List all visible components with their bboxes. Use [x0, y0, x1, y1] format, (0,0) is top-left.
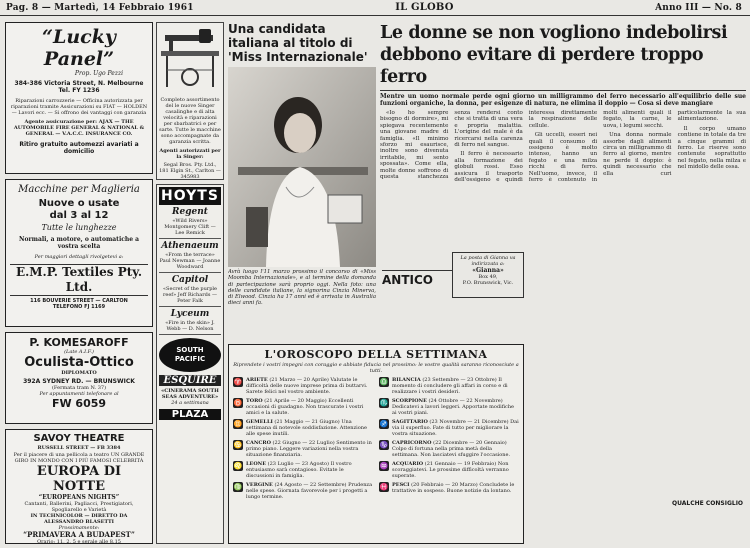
- lucky-panel-address: 384-386 Victoria Street, N. Melbourne: [14, 80, 144, 87]
- zodiac-forecast: Concludete le trattative in sospeso. Buone notizie da lontano.: [392, 482, 515, 494]
- horoscope-col-left: [233, 377, 373, 503]
- cinema-name: Athenaeum: [161, 241, 219, 251]
- miss-article: [228, 22, 376, 340]
- sewing-machine-image: [159, 25, 223, 91]
- esquire-logo: ESQUIRE: [159, 375, 221, 386]
- ferro-pull-quote: [382, 270, 452, 288]
- zodiac-icon: ♉: [233, 399, 243, 407]
- hoyts-ad: [156, 184, 224, 544]
- hoyts-cinema-item: [159, 207, 221, 239]
- zodiac-icon: ♌: [233, 462, 243, 470]
- cinema-name: Capitol: [171, 275, 209, 285]
- zodiac-text: [392, 377, 519, 395]
- cinema-film: «From the terrace» Paul Newman — Joanne Woodward: [159, 252, 221, 270]
- ferro-lead: Mentre un uomo normale perde ogni giorno un milligrammo del ferro necessario all'equilibrio delle sue funzioni organiche, la donna, per esigenze di natura, ne elimina il doppio — Cosa si deve mangiare: [380, 90, 746, 107]
- cinema-name: Lyceum: [170, 309, 210, 319]
- zodiac-forecast: Una settimana di notevole soddisfazione. Attenzione alle spese inutili.: [246, 419, 367, 437]
- emp-line4: Normali, a motore, o automatiche a vostra scelta: [18, 236, 140, 250]
- zodiac-entry: [233, 419, 373, 437]
- zodiac-dates: (24 Agosto — 22 Settembre): [274, 482, 347, 488]
- zodiac-name: LEONE: [246, 461, 267, 467]
- komesaroff-ad: [5, 332, 153, 424]
- zodiac-entry: [233, 482, 373, 500]
- hoyts-cinema-item: [159, 309, 221, 335]
- zodiac-name: CAPRICORNO: [392, 440, 432, 446]
- pull-quote-text: ANTICO: [382, 270, 452, 288]
- komesaroff-sub: (Late A.I.F.): [64, 349, 94, 355]
- zodiac-text: [246, 440, 373, 458]
- zodiac-text: [246, 461, 373, 479]
- singer-ad: [156, 22, 224, 180]
- zodiac-icon: ♏: [379, 399, 389, 407]
- savoy-cast: Cantanti, Ballerini, Pagliacci, Prestigiatori, Spogliarello e Varietà: [24, 501, 134, 513]
- zodiac-entry: [233, 440, 373, 458]
- page-header: [0, 0, 750, 16]
- zodiac-name: PESCI: [392, 482, 410, 488]
- page-date: Pag. 8 — Martedì, 14 Febbraio 1961: [6, 2, 194, 13]
- zodiac-text: [392, 398, 519, 416]
- zodiac-text: [392, 482, 519, 494]
- emp-heading: Macchine per Maglieria: [18, 184, 140, 195]
- komesaroff-phone: FW 6059: [51, 397, 107, 410]
- miss-caption: Avrà luogo l'11 marzo prossimo il concorso di «Miss Moomba Internazionale», e al termine della domanda di partecipazione sarà proprio oggi. Nella foto: una delle candidate italiane, la signorina Cinzia Minerva, di Elwood. Cinzia ha 17 anni ed è arrivata in Australia dieci anni fa.: [228, 269, 376, 307]
- candidate-photo: [228, 67, 376, 267]
- emp-line5: Per maggiori dettagli rivolgetevi a:: [34, 254, 124, 260]
- cinema-name: Regent: [172, 207, 208, 217]
- emp-textiles-ad: [5, 179, 153, 327]
- lucky-panel-name: “Lucky Panel”: [42, 26, 116, 70]
- zodiac-entry: [379, 461, 519, 479]
- savoy-extra: IN TECHNICOLOR — DIRETTO DA ALESSANDRO BLASETTI: [30, 513, 128, 525]
- ferro-paragraph: Gli uccelli, esseri nei quali il consumo di ossigeno è molto intenso, hanno un fegato e una milza ricchi di ferro. Nell'uomo, invece, il ferro è contenuto in molti alimenti quali il fegato, la carne, le uova, i legumi secchi.: [528, 110, 672, 184]
- zodiac-text: [246, 377, 373, 395]
- zodiac-name: GEMELLI: [246, 419, 273, 425]
- savoy-film-subtitle: “EUROPEANS NIGHTS”: [38, 494, 120, 501]
- zodiac-dates: (22 Giugno — 22 Luglio): [272, 440, 335, 446]
- lucky-panel-agents: Agente assicurazione per: AJAX — THE AUTOMOBILE FIRE GENERAL & NATIONAL & GENERAL — V.A.C.C. INSURANCE CO.: [13, 119, 145, 137]
- ferro-headline: Le donne se non vogliono indebolirsi debbono evitare di perdere troppo ferro: [380, 23, 728, 87]
- singer-addr1: Segal Bros. Pty. Ltd., 181 Elgin St., Carlton — 345983: [159, 162, 221, 180]
- zodiac-name: SAGITTARIO: [392, 419, 428, 425]
- savoy-film-title: EUROPA DI NOTTE: [36, 464, 122, 494]
- komesaroff-near: (Fermata tram N. 37): [51, 385, 107, 391]
- zodiac-entry: [379, 482, 519, 494]
- zodiac-dates: (23 Settembre — 23 Ottobre): [422, 377, 497, 383]
- zodiac-icon: ♋: [233, 441, 243, 449]
- komesaroff-diploma: DIPLOMATO: [61, 370, 97, 376]
- gianna-line3: Box 49,: [478, 274, 498, 280]
- zodiac-icon: ♑: [379, 441, 389, 449]
- horoscope-box: [228, 344, 524, 544]
- zodiac-entry: [379, 419, 519, 437]
- zodiac-icon: ♍: [233, 483, 243, 491]
- zodiac-forecast: Sentimento in primo piano. Leggere variazioni nella vostra situazione finanziaria.: [246, 440, 372, 458]
- zodiac-entry: [233, 398, 373, 416]
- zodiac-text: [246, 419, 373, 437]
- ferro-subhead-text: QUALCHE CONSIGLIO: [672, 500, 744, 507]
- emp-line2: dal 3 al 12: [49, 210, 109, 221]
- zodiac-dates: (21 Gennaio — 19 Febbraio): [424, 461, 497, 467]
- zodiac-forecast: Il vostro entusiasmo sarà contagioso. Evitate le discussioni in famiglia.: [246, 461, 352, 479]
- zodiac-name: BILANCIA: [392, 377, 421, 383]
- hoyts-cinema-item: [159, 241, 221, 273]
- zodiac-name: ARIETE: [246, 377, 268, 383]
- emp-line3: Tutte le lunghezze: [41, 223, 117, 232]
- zodiac-icon: ♎: [379, 378, 389, 386]
- gianna-line2: «Gianna»: [472, 267, 504, 274]
- cinema-film: «Fire in the skin» J. Webb — D. Nelson: [165, 320, 215, 332]
- savoy-times: Orario: 11, 2, 5 e serale alle 8.15: [37, 539, 121, 544]
- cinema-film: «Wild Rivers» Montgomery Clift — Lee Remick: [164, 218, 216, 236]
- horoscope-col-right: [379, 377, 519, 503]
- lucky-panel-ad: [5, 22, 153, 174]
- zodiac-entry: [379, 377, 519, 395]
- newspaper-title: IL GLOBO: [395, 2, 454, 13]
- savoy-theatre-ad: [5, 429, 153, 544]
- savoy-note: Per il piacere di una pellicola a teatro UN GRANDE GIRO IN MONDO CON I PIÙ FAMOSI CELEBRITÀ: [13, 452, 145, 464]
- ferro-paragraph: Il corpo umano contiene in totale da tre a cinque grammi di ferro. Le riserve sono contenute soprattutto nel fegato, nella milza e nel midollo delle ossa.: [677, 125, 746, 171]
- lucky-panel-body: Riparazioni carrozzerie — Officina autorizzata per riparazioni tramite Assicurazioni su FIAT — HOLDEN — Lavori ecc. — Si offrono dei vantaggi con garanzia: [10, 98, 148, 116]
- zodiac-icon: ♐: [379, 420, 389, 428]
- zodiac-forecast: Dai via il superfluo. Fate di tutto per migliorare la vostra situazione.: [392, 419, 519, 437]
- emp-address: 116 BOUVERIE STREET — CARLTON: [30, 298, 128, 304]
- gianna-mini-ad: [452, 252, 524, 298]
- zodiac-entry: [233, 461, 373, 479]
- zodiac-text: [392, 461, 519, 479]
- emp-line1: Nuove o usate: [38, 198, 120, 209]
- lucky-panel-owner: Prop. Ugo Pezzi: [74, 70, 124, 77]
- zodiac-icon: ♓: [379, 483, 389, 491]
- zodiac-icon: ♊: [233, 420, 243, 428]
- zodiac-name: CANCRO: [246, 440, 271, 446]
- ferro-paragraph: Una donna normale assorbe dagli alimenti circa un milligrammo di ferro al giorno, mentre ne perde il doppio: è quindi necessario che ella curi particolarmente la sua alimentazione.: [603, 110, 746, 177]
- komesaroff-street: 392A SYDNEY RD. — BRUNSWICK: [23, 378, 135, 385]
- south-pacific-banner: SOUTH PACIFIC: [159, 338, 221, 372]
- zodiac-name: ACQUARIO: [392, 461, 424, 467]
- zodiac-text: [392, 419, 519, 437]
- zodiac-dates: (22 Dicembre — 20 Gennaio): [433, 440, 507, 446]
- gianna-line1: La posta di Gianna va indirizzata a:: [460, 255, 516, 267]
- savoy-next-film: “PRIMAVERA A BUDAPEST”: [23, 530, 135, 539]
- zodiac-dates: (20 Febbraio — 20 Marzo): [411, 482, 478, 488]
- cinema-film: «Secret of the purple reef» Jeff Richards — Peter Falk: [162, 286, 218, 304]
- issue-number: Anno III — No. 8: [655, 2, 742, 13]
- horoscope-columns: [233, 377, 519, 503]
- zodiac-dates: (21 Aprile — 20 Maggio): [264, 398, 327, 404]
- zodiac-entry: [379, 398, 519, 416]
- ferro-subhead: [672, 500, 744, 510]
- horoscope-title: L'OROSCOPO DELLA SETTIMANA: [264, 348, 488, 361]
- zodiac-text: [392, 440, 519, 458]
- emp-company: E.M.P. Textiles Pty. Ltd.: [10, 264, 148, 296]
- zodiac-forecast: Valutate le difficoltà delle nuove imprese prima di buttarvi. Sarete felici nel vostro ambiente.: [246, 377, 368, 395]
- zodiac-icon: ♒: [379, 462, 389, 470]
- esquire-film: «CINERAMA SOUTH SEAS ADVENTURE»: [161, 388, 219, 400]
- zodiac-forecast: Non scoraggiatevi. Le prossime difficoltà verranno superate.: [392, 461, 509, 479]
- savoy-address: RUSSELL STREET — FB 3384: [37, 445, 121, 451]
- zodiac-dates: (21 Marzo — 20 Aprile): [269, 377, 329, 383]
- zodiac-dates: (23 Novembre — 21 Dicembre): [429, 419, 509, 425]
- zodiac-icon: ♈: [233, 378, 243, 386]
- singer-title: Completo assortimento del le nuove Singer casalinghe e di alta velocità e riparazioni per sbarbatrici e per sarte. Tutte le macchine sono accompagnate da garanzia scritta.: [159, 97, 221, 145]
- zodiac-forecast: Colpo di fortuna nella prima metà della settimana. Non lasciatevi sfuggire l'occasione.: [392, 446, 511, 458]
- miss-headline: Una candidata italiana al titolo di 'Miss Internazionale': [228, 22, 368, 64]
- zodiac-name: VERGINE: [246, 482, 273, 488]
- zodiac-entry: [379, 440, 519, 458]
- hoyts-logo: HOYTS: [159, 187, 221, 205]
- komesaroff-appt: Per appuntamenti telefonare al: [39, 391, 119, 397]
- zodiac-dates: (24 Ottobre — 22 Novembre): [428, 398, 503, 404]
- zodiac-name: SCORPIONE: [392, 398, 427, 404]
- komesaroff-name: P. KOMESAROFF: [29, 336, 129, 349]
- lucky-panel-tel: Tel. FY 1236: [58, 87, 100, 94]
- hoyts-cinema-list: [159, 207, 221, 335]
- savoy-name: SAVOY THEATRE: [33, 433, 125, 444]
- singer-agents: Agenti autorizzati per la Singer:: [159, 148, 221, 160]
- zodiac-entry: [233, 377, 373, 395]
- gianna-line4: P.O. Brunswick, Vic.: [462, 280, 514, 286]
- hoyts-cinema-item: [159, 275, 221, 307]
- savoy-next-label: Prossimamente:: [58, 525, 100, 531]
- plaza-logo: PLAZA: [159, 409, 221, 420]
- zodiac-forecast: Prudenza nelle spese. Giornata favorevole per i progetti a lungo termine.: [246, 482, 373, 500]
- zodiac-forecast: Dedicatevi a lavori leggeri. Apportate modifiche ai vostri piani.: [392, 404, 515, 416]
- ferro-paragraph: «Io ho sempre bisogno di dormire», mi spiegava recentemente una giovane madre di famiglia. «Il minimo sforzo mi esaurisce, inoltre sono divenuta irritabile, mi sento spossata». Come ella, molte donne soffrono di questa stanchezza senza rendersi conto che si tratta di una vera e propria malattia. L'origine del male è da ricercarsi nella carenza di ferro nel sangue.: [380, 110, 523, 181]
- ferro-paragraph: Il ferro è necessario alla formazione dei globuli rossi. Esso assicura il trasporto dell'ossigeno e quindi interessa direttamente la respirazione delle cellule.: [454, 110, 598, 184]
- zodiac-text: [246, 398, 373, 416]
- zodiac-dates: (21 Maggio — 21 Giugno): [274, 419, 340, 425]
- emp-phone: TELEFONO FJ 1169: [52, 304, 106, 310]
- zodiac-name: TORO: [246, 398, 263, 404]
- komesaroff-title: Oculista-Ottico: [24, 355, 134, 370]
- zodiac-dates: (23 Luglio — 23 Agosto): [267, 461, 330, 467]
- lucky-panel-footer: Ritiro gratuito automezzi avariati a domicilio: [19, 141, 139, 155]
- zodiac-forecast: Eccellenti occasioni di guadagno. Non trascurate i vostri amici e la salute.: [246, 398, 364, 416]
- zodiac-text: [246, 482, 373, 500]
- esquire-time: 24 a settimana: [171, 400, 209, 406]
- zodiac-forecast: Il momento di concludere gli affari in corso e di realizzare i vostri desideri.: [392, 377, 508, 395]
- horoscope-intro: Riprendete i vostri impegni con coraggio e abbiate fiducia nel prossimo: le vostre qualità saranno riconosciute a tutti.: [233, 362, 519, 374]
